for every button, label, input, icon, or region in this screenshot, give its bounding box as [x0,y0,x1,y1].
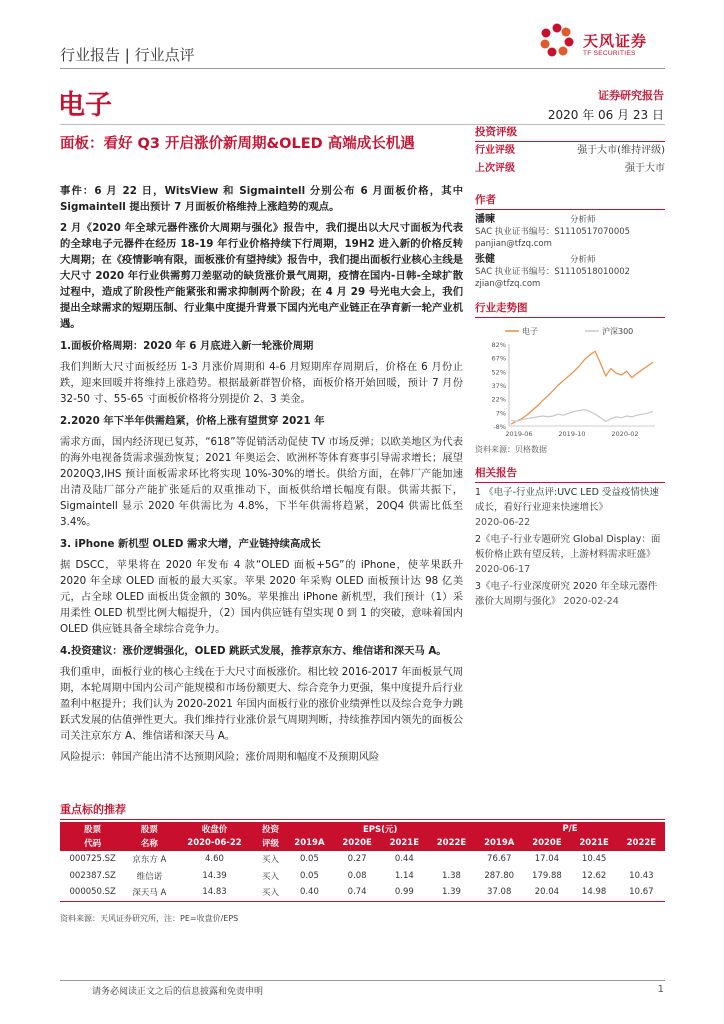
table-cell: 0.05 [285,850,333,867]
analyst-cert: SAC 执业证书编号：S1110518010002 [475,267,631,277]
col-head: 2021E [381,836,428,850]
analyst-email[interactable]: panjian@tfzq.com [475,239,552,249]
trend-chart-svg [475,322,665,442]
related-report-item[interactable] [475,485,665,530]
col-head-code-1: 股票 [60,822,125,836]
col-head: 2022E [618,836,665,850]
previous-rating-label: 上次评级 [475,163,515,174]
report-date: 2020 年 06 月 23 日 [547,108,664,122]
related-report-date: 2020-06-17 [475,564,531,575]
table-cell: 1.39 [428,884,475,901]
table-cell: 4.60 [173,850,255,867]
main-body [60,183,463,770]
table-cell: 10.45 [571,850,618,867]
footer-notice: 请务必阅读正文之后的信息披露和免责申明 [92,987,264,997]
section-heading-3: 3. iPhone 新机型 OLED 需求大增，产业链持续高成长 [60,538,321,550]
col-head: 名称 [125,836,173,850]
analyst-name: 潘暕 [475,214,495,225]
report-type: 证券研究报告 [598,89,664,102]
section-4-paragraph: 我们重申，面板行业的核心主线在于大尺寸面板涨价。相比较 2016-2017 年面板景气周期，本轮周期中国内公司产能规模和市场份额更大、综合竞争力更强，集中度提升后行业盈利中枢提升；我们认为 2020-2021 年国内面板行业的涨价业绩弹性以及综合竞争力跳跃式发展的估值弹性更大。我们维持行业涨价景气周期判断，持续推荐国内领先的面板公司关注京东方 A、维信诺和深天马 A。 [60,666,463,742]
rating-value: 强于大市(维持评级) [577,145,665,156]
table-cell: 37.08 [475,884,523,901]
footer-divider [60,980,665,981]
table-cell: 买入 [256,884,286,901]
sector-title: 电子 [58,90,112,121]
risk-warning: 风险提示：韩国产能出清不达预期风险；涨价周期和幅度不及预期风险 [60,751,380,763]
event-paragraph: 事件：6 月 22 日，WitsView 和 Sigmaintell 分别公布 6 月面板价格，其中 Sigmaintell 提出预计 7 月面板价格维持上涨趋势的观点。 [60,185,463,213]
table-cell: 0.99 [381,884,428,901]
col-head: 2021E [571,836,618,850]
analyst-entry [475,254,665,290]
table-cell: 14.39 [202,870,227,881]
trend-chart [475,322,665,442]
table-cell: 买入 [256,850,286,867]
author-heading: 作者 [475,192,665,210]
brand-name: 天风证券 [583,32,648,50]
col-head: 2019A [475,836,523,850]
table-cell: 0.08 [347,870,367,881]
table-cell: 14.83 [173,884,255,901]
table-row [60,850,665,867]
related-report-item[interactable] [475,579,665,609]
table-cell: 1.38 [442,870,461,881]
related-report-date: 2020-06-22 [475,517,531,528]
y-tick-label: 37% [491,382,506,390]
col-head-eps: EPS(元) [285,822,475,836]
table-cell: 0.05 [299,870,319,881]
col-head: 2019A [285,836,333,850]
col-head-rating-1: 投资 [256,822,286,836]
table-cell: 0.27 [334,850,381,867]
table-cell: 0.74 [334,884,381,901]
col-head-name-1: 股票 [125,822,173,836]
report-title: 面板：看好 Q3 开启涨价新周期&OLED 高端成长机遇 [60,136,415,152]
related-heading: 相关报告 [475,465,665,483]
analyst-name: 张健 [475,254,495,265]
background-paragraph: 2 月《2020 年全球元器件涨价大周期与强化》报告中，我们提出以大尺寸面板为代表的全球电子元器件在经历 18-19 年行业价格持续下行周期，19H2 进入新的价格反转大周期；在《疫情影响有限，面板涨价有望持续》报告中，我们提出面板行业核心主线是大尺寸 2020 年行业供需剪刀差驱动的缺货涨价景气周期，疫情在国内-日韩-全球扩散过程中，造成了阶段性产能紧张和需求抑制两个阶段；在 4 月 29 号光电大会上，我们提出全球需求的短期压制、行业集中度提升背景下国内光电产业链正在孕育新一轮产业机遇。 [60,222,463,330]
related-report-title[interactable]: 2《电子-行业专题研究 Global Display：面板价格止跌有望反转，上游材料需求旺盛》 [475,534,661,560]
brand-subtitle: TF SECURITIES [583,50,636,57]
table-cell: 20.04 [523,884,570,901]
table-cell: 179.88 [532,870,562,881]
table-cell: 10.67 [618,884,665,901]
section-heading-4: 4.投资建议：涨价逻辑强化，OLED 跳跃式发展，推荐京东方、维信诺和深天马 A。 [60,645,447,657]
section-1-paragraph: 我们判断大尺寸面板经历 1-3 月涨价周期和 4-6 月短期库存周期后，价格在 6 月份止跌，迎来回暖并将维持上涨趋势。根据最新群智价格，面板价格开始回暖，预计 7 月份 32-50 寸、55-65 寸面板价格将分别提价 2、3 美金。 [60,361,463,405]
table-cell: 0.40 [285,884,333,901]
table-cell: 287.80 [484,870,515,881]
report-category: 行业报告 | 行业点评 [60,46,195,64]
table-cell: 17.04 [523,850,570,867]
previous-rating-row [475,160,665,178]
col-head: 2020-06-22 [173,836,255,850]
table-row [60,867,665,884]
col-head: 2020E [334,836,381,850]
y-tick-label: 22% [491,395,506,404]
table-cell: 维信诺 [136,871,163,882]
col-head: 评级 [256,836,286,850]
table-cell: 京东方 A [125,850,173,867]
section-2-paragraph: 需求方面，国内经济现已复苏，“618”等促销活动促使 TV 市场反弹；以欧美地区为代表的海外电视备货需求强劲恢复；2021 年奥运会、欧洲杯等体育赛事引导需求增长；展望 2020Q3,IHS 预计面板需求环比将实现 10%-30%的增长。供给方面，在韩厂产能加速出清及陆厂部分产能扩张延后的双重推动下，面板供给增长幅度有限。供需共振下，Sigmaintell 显示 2020 年供需比为 4.8%，下半年供需将趋紧，20Q4 供需比低至 3.4%。 [60,436,463,528]
table-row [60,884,665,901]
rating-heading: 投资评级 [475,124,665,142]
industry-rating-row [475,142,665,160]
analyst-role: 分析师 [570,215,596,225]
series-line [511,410,653,422]
analyst-entry [475,214,665,250]
header-divider [60,68,665,69]
sidebar [475,124,665,609]
series-line [511,351,653,424]
col-head: 2022E [428,836,475,850]
table-cell: 000725.SZ [60,850,125,867]
table-cell [428,850,475,867]
trend-heading: 行业走势图 [475,300,665,318]
stock-table-heading: 重点标的推荐 [60,801,665,820]
related-report-date: 2020-02-24 [563,596,619,607]
table-cell [618,850,665,867]
table-cell: 0.44 [381,850,428,867]
y-tick-label: 52% [491,368,506,377]
table-cell: 深天马 A [125,884,173,901]
table-cell: 10.43 [629,870,654,881]
table-cell: 12.62 [581,870,607,881]
col-head: 代码 [60,836,125,850]
table-cell: 76.67 [475,850,523,867]
previous-rating-value: 强于大市 [625,163,665,174]
related-report-title[interactable]: 3《电子-行业深度研究 2020 年全球元器件涨价大周期与强化》 [475,581,658,607]
y-tick-label: 7% [495,409,506,418]
analyst-role: 分析师 [570,255,596,265]
table-cell: 1.14 [394,870,414,881]
x-tick-label: 2020-02 [611,430,639,438]
table-cell: 000050.SZ [60,884,125,901]
related-report-item[interactable] [475,532,665,577]
section-heading-1: 1.面板价格周期：2020 年 6 月底进入新一轮涨价周期 [60,340,314,352]
analyst-email[interactable]: zjian@tfzq.com [475,279,541,289]
col-head-pe: P/E [475,822,665,836]
y-tick-label: 67% [491,354,506,363]
table-source: 资料来源：天风证券研究所，注：PE=收盘价/EPS [60,914,239,923]
x-tick-label: 2019-06 [505,430,533,438]
legend-label: 沪深300 [602,327,634,336]
page-number: 1 [657,984,664,995]
stock-table [60,822,665,902]
table-cell: 14.98 [571,884,618,901]
rating-label: 行业评级 [475,145,515,156]
x-tick-label: 2019-10 [558,430,586,438]
chart-source: 资料来源：贝格数据 [475,445,547,454]
section-heading-2: 2.2020 年下半年供需趋紧，价格上涨有望贯穿 2021 年 [60,415,325,427]
table-cell: 买入 [261,871,279,882]
col-head-price-1: 收盘价 [173,822,255,836]
analyst-cert: SAC 执业证书编号：S1110517070005 [475,227,631,237]
section-3-paragraph: 据 DSCC，苹果将在 2020 年发布 4 款“OLED 面板+5G”的 iPhone，使苹果跃升 2020 年全球 OLED 面板的最大买家。苹果 2020 年采购 OLED 面板预计达 98 亿美元，占全球 OLED 面板出货金额的 30%。苹果推出 iPhone 新机型，我们预计（1）采用柔性 OLED 机型比例大幅提升，（2）国内供应链有望实现 0 到 1 的突破，意味着国内 OLED 供应链具备全球综合竞争力。 [60,559,463,635]
related-report-title[interactable]: 1 《电子-行业点评:UVC LED 受益疫情快速成长，看好行业迎来快速增长》 [475,487,659,513]
col-head: 2020E [523,836,570,850]
legend-label: 电子 [522,327,538,336]
table-cell: 002387.SZ [69,870,116,881]
y-tick-label: -8% [493,423,506,431]
y-tick-label: 82% [491,341,506,349]
